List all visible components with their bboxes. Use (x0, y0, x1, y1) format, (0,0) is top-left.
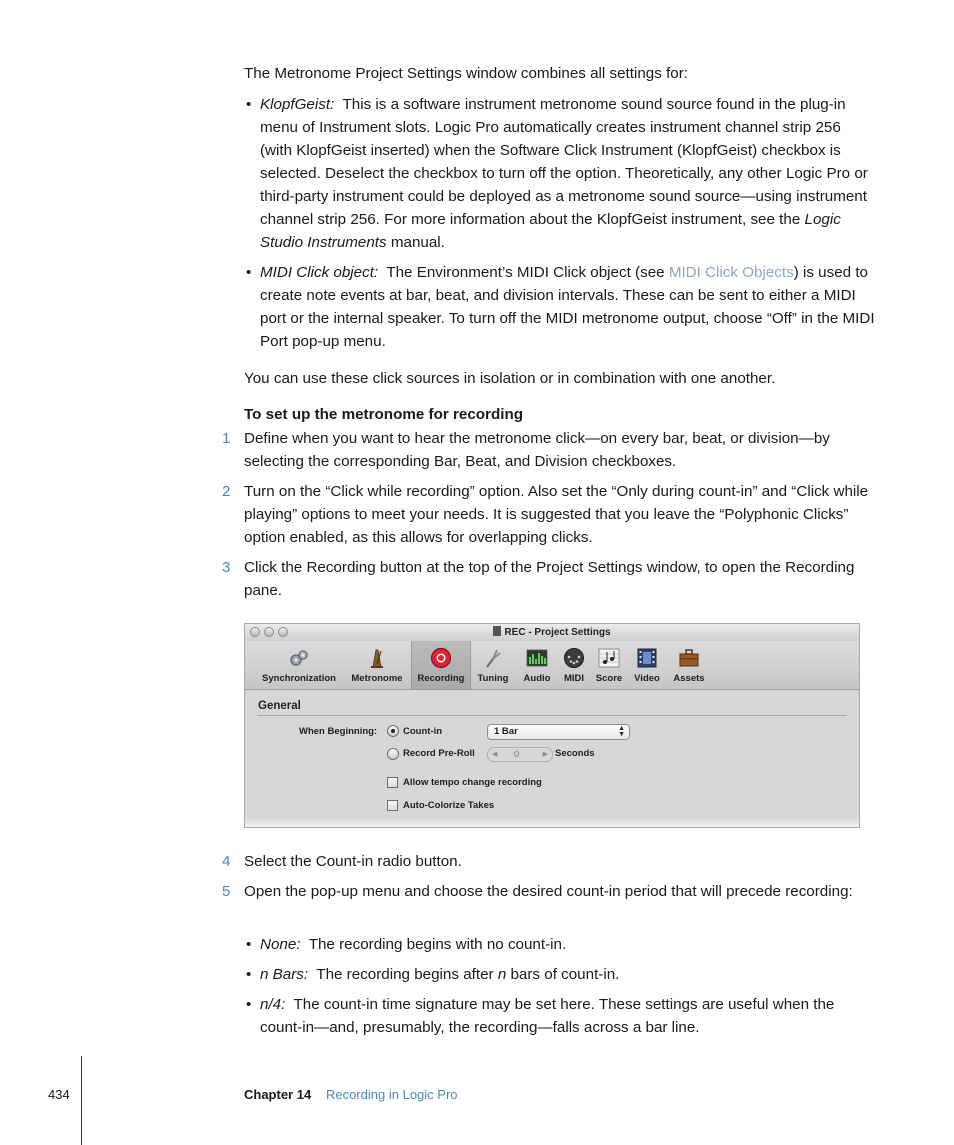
bullet-n-bars (260, 963, 876, 986)
page-number: 434 (48, 1087, 70, 1102)
score-notes-icon (598, 647, 620, 669)
bullet-term: MIDI Click object: (260, 264, 379, 281)
bullet-text: The Environment’s MIDI Click object (see (386, 264, 669, 281)
record-preroll-label: Record Pre-Roll (403, 748, 475, 759)
step-text: Define when you want to hear the metronome click—on every bar, beat, or division—by selecting the corresponding Bar, Beat, and Division checkboxes. (244, 430, 830, 470)
bullet-text: The recording begins after (316, 966, 498, 983)
combination-text: You can use these click sources in isolation or in combination with one another. (244, 370, 776, 387)
bullet-dot: • (246, 264, 252, 281)
record-preroll-radio[interactable] (387, 748, 399, 760)
bullet-term: n Bars: (260, 966, 309, 983)
footer-rule (81, 1056, 82, 1145)
auto-colorize-label: Auto-Colorize Takes (403, 800, 495, 811)
tab-label: Recording (417, 673, 465, 684)
tab-label: Synchronization (262, 673, 336, 684)
gears-icon (288, 647, 310, 669)
window-bottom-fade (245, 817, 859, 827)
step-text: Select the Count-in radio button. (244, 853, 462, 870)
bullet-midi-click (260, 261, 876, 353)
step-number: 2 (222, 483, 231, 500)
step-text: Open the pop-up menu and choose the desired count-in period that will precede recording: (244, 883, 853, 900)
tab-label: Metronome (351, 673, 403, 684)
bullet-klopfgeist (260, 93, 876, 254)
tab-label: Score (595, 673, 623, 684)
bullet-text: manual. (386, 234, 445, 251)
tab-recording[interactable] (411, 641, 471, 689)
bullet-dot: • (246, 96, 252, 113)
record-icon (430, 647, 452, 669)
midi-click-objects-link[interactable]: MIDI Click Objects (668, 264, 794, 281)
allow-tempo-checkbox[interactable] (387, 777, 398, 788)
when-beginning-label: When Beginning: (299, 726, 378, 737)
bullet-term: KlopfGeist: (260, 96, 335, 113)
preroll-stepper[interactable] (487, 747, 553, 762)
bullet-text: The count-in time signature may be set here. These settings are useful when the count-in—and, presumably, the recording—falls across a bar line. (260, 996, 835, 1036)
window-title-text: REC - Project Settings (504, 627, 611, 638)
tab-label: Tuning (477, 673, 509, 684)
tab-audio[interactable] (517, 641, 557, 689)
window-titlebar (245, 624, 859, 642)
tuning-fork-icon (482, 647, 504, 669)
step-number: 4 (222, 853, 231, 870)
tab-label: Assets (673, 673, 705, 684)
bullet-dot: • (246, 966, 252, 983)
chapter-title-link[interactable]: Recording in Logic Pro (326, 1087, 458, 1102)
tab-metronome[interactable] (345, 641, 409, 689)
tab-video[interactable] (627, 641, 667, 689)
bullet-text: bars of count-in. (506, 966, 620, 983)
bullet-text: ) is used to create note events at bar, beat, and division intervals. These can be sent to either a MIDI port or the internal speaker. To turn off the MIDI metronome output, choose “Off” in the MIDI Port pop-up menu. (260, 264, 875, 350)
task-heading: To set up the metronome for recording (244, 406, 524, 423)
seconds-label: Seconds (555, 748, 595, 759)
tab-tuning[interactable] (471, 641, 515, 689)
project-settings-window (244, 623, 860, 828)
window-title (245, 625, 859, 640)
tab-label: Video (634, 673, 660, 684)
film-strip-icon (636, 647, 658, 669)
count-in-value: 1 Bar (494, 726, 518, 737)
bullet-term: None: (260, 936, 301, 953)
manual-reference: Logic Studio Instruments (260, 211, 841, 251)
step-text: Turn on the “Click while recording” option. Also set the “Only during count-in” and “Click while playing” options to meet your needs. It is suggested that you leave the “Polyphonic Clicks” option enabled, as this allows for overlapping clicks. (244, 483, 869, 546)
bullet-text: The recording begins with no count-in. (308, 936, 567, 953)
settings-toolbar (245, 641, 859, 690)
auto-colorize-checkbox[interactable] (387, 800, 398, 811)
step-number: 1 (222, 430, 231, 447)
count-in-radio[interactable] (387, 725, 399, 737)
document-icon (493, 626, 501, 636)
audio-meter-icon (526, 647, 548, 669)
midi-port-icon (563, 647, 585, 669)
step-text: Click the Recording button at the top of the Project Settings window, to open the Recording pane. (244, 559, 855, 599)
count-in-label: Count-in (403, 726, 443, 737)
group-divider (257, 715, 847, 716)
metronome-icon (366, 647, 388, 669)
step-number: 3 (222, 559, 231, 576)
tab-assets[interactable] (667, 641, 711, 689)
briefcase-icon (678, 647, 700, 669)
tab-label: MIDI (563, 673, 585, 684)
bullet-text: This is a software instrument metronome sound source found in the plug-in menu of Instrument slots. Logic Pro automatically creates instrument channel strip 256 (with KlopfGeist inserted) when the Software Click Instrument (KlopfGeist) checkbox is selected. Deselect the checkbox to turn off the option. Theoretically, any other Logic Pro or third-party instrument could be deployed as a metronome sound source—using instrument channel strip 256. For more information about the KlopfGeist instrument, see the (260, 96, 868, 228)
count-in-select[interactable] (487, 724, 630, 740)
updown-arrows-icon: ▲ ▼ (618, 725, 625, 738)
preroll-value: 0 (514, 749, 520, 760)
step-number: 5 (222, 883, 231, 900)
tab-score[interactable] (591, 641, 627, 689)
variable-n: n (497, 966, 507, 983)
decrement-arrow-icon[interactable]: ◀ (492, 751, 498, 758)
intro-text: The Metronome Project Settings window combines all settings for: (244, 65, 689, 82)
bullet-dot: • (246, 996, 252, 1013)
general-group-label: General (258, 700, 301, 712)
tab-label: Audio (523, 673, 551, 684)
increment-arrow-icon[interactable]: ▶ (542, 751, 548, 758)
bullet-term: n/4: (260, 996, 286, 1013)
bullet-dot: • (246, 936, 252, 953)
tab-synchronization[interactable] (253, 641, 345, 689)
bullet-n-4 (260, 993, 876, 1039)
allow-tempo-label: Allow tempo change recording (403, 777, 542, 788)
tab-midi[interactable] (557, 641, 591, 689)
chapter-label: Chapter 14 (244, 1087, 312, 1102)
bullet-none (260, 933, 876, 956)
